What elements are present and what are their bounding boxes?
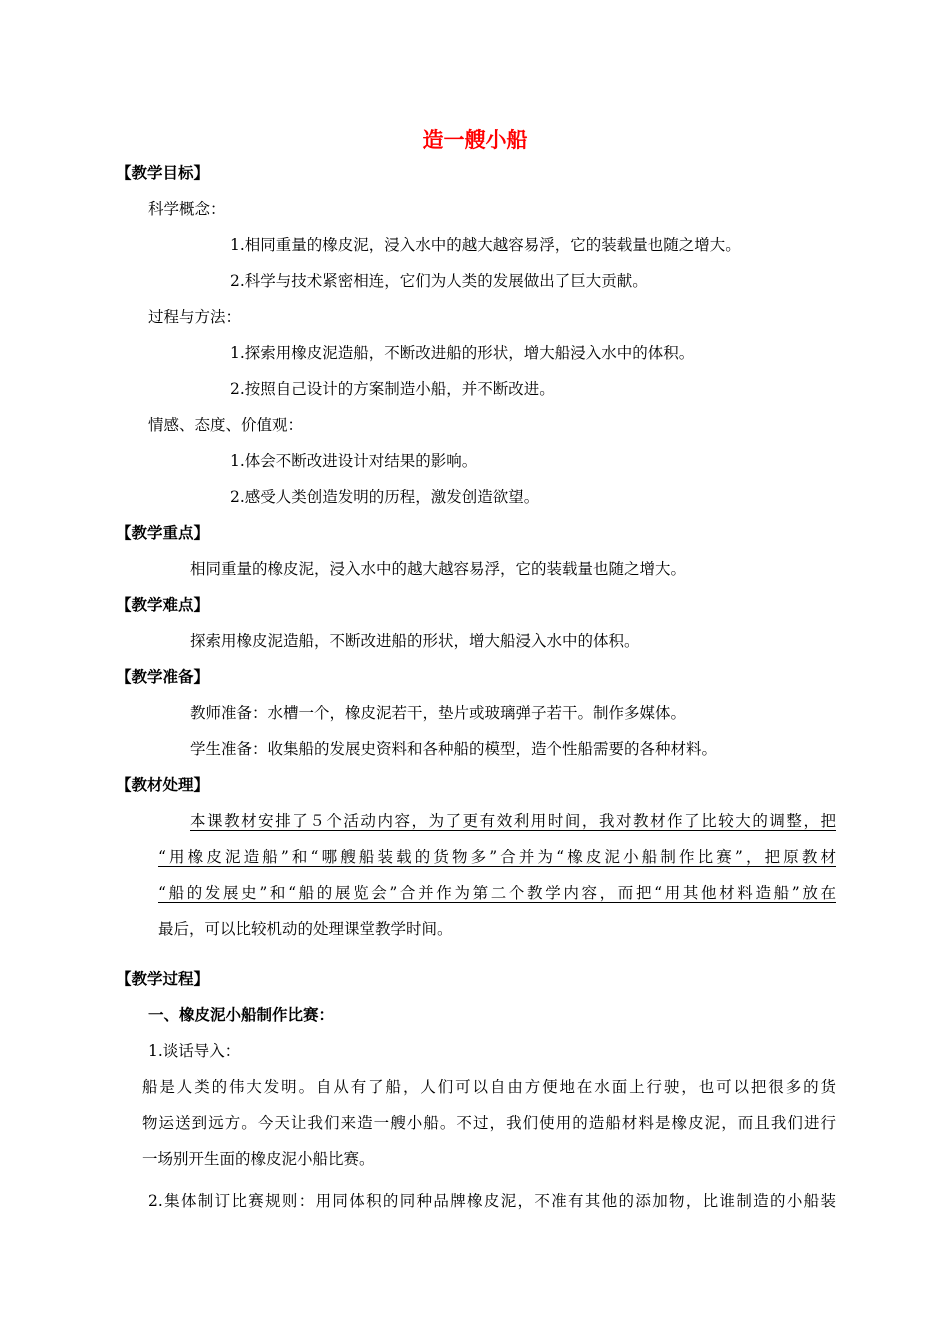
science-concept-label: 科学概念： xyxy=(148,200,226,218)
material-line-3: “船的发展史”和“船的展览会”合并作为第二个教学内容，而把“用其他材料造船”放在 xyxy=(158,884,836,902)
material-paragraph xyxy=(158,811,836,955)
document-title: 造一艘小船 xyxy=(422,128,528,152)
key-point-text: 相同重量的橡皮泥，浸入水中的越大越容易浮，它的装载量也随之增大。 xyxy=(190,560,687,578)
intro-line-3: 一场别开生面的橡皮泥小船比赛。 xyxy=(142,1150,375,1168)
difficulty-heading: 【教学难点】 xyxy=(116,596,210,614)
intro-line-1: 船是人类的伟大发明。自从有了船，人们可以自由方便地在水面上行驶，也可以把很多的货 xyxy=(142,1078,836,1096)
process-item-2: 2.按照自己设计的方案制造小船，并不断改进。 xyxy=(230,380,555,398)
step-1-label: 1.谈话导入： xyxy=(148,1042,241,1060)
step-2-paragraph xyxy=(148,1191,836,1227)
preparation-heading: 【教学准备】 xyxy=(116,668,210,686)
material-heading: 【教材处理】 xyxy=(116,776,210,794)
goals-heading: 【教学目标】 xyxy=(116,164,210,182)
intro-paragraph xyxy=(142,1077,836,1185)
process-method-label: 过程与方法： xyxy=(148,308,242,326)
step-2-line: 2.集体制订比赛规则：用同体积的同种品牌橡皮泥，不准有其他的添加物，比谁制造的小船装 xyxy=(148,1192,836,1210)
science-item-2: 2.科学与技术紧密相连，它们为人类的发展做出了巨大贡献。 xyxy=(230,272,648,290)
student-preparation: 学生准备：收集船的发展史资料和各种船的模型，造个性船需要的各种材料。 xyxy=(190,740,718,758)
emotion-item-1: 1.体会不断改进设计对结果的影响。 xyxy=(230,452,478,470)
process-heading: 【教学过程】 xyxy=(116,970,210,988)
teacher-preparation: 教师准备：水槽一个，橡皮泥若干，垫片或玻璃弹子若干。制作多媒体。 xyxy=(190,704,687,722)
emotion-label: 情感、态度、价值观： xyxy=(148,416,304,434)
material-line-4: 最后，可以比较机动的处理课堂教学时间。 xyxy=(158,920,453,938)
material-line-1: 本课教材安排了５个活动内容，为了更有效利用时间，我对教材作了比较大的调整，把 xyxy=(190,812,836,830)
key-point-heading: 【教学重点】 xyxy=(116,524,210,542)
process-item-1: 1.探索用橡皮泥造船，不断改进船的形状，增大船浸入水中的体积。 xyxy=(230,344,695,362)
section-1-heading: 一、橡皮泥小船制作比赛： xyxy=(148,1006,335,1024)
intro-line-2: 物运送到远方。今天让我们来造一艘小船。不过，我们使用的造船材料是橡皮泥，而且我们进行 xyxy=(142,1114,836,1132)
difficulty-text: 探索用橡皮泥造船，不断改进船的形状，增大船浸入水中的体积。 xyxy=(190,632,640,650)
science-item-1: 1.相同重量的橡皮泥，浸入水中的越大越容易浮，它的装载量也随之增大。 xyxy=(230,236,741,254)
material-line-2: “用橡皮泥造船”和“哪艘船装载的货物多”合并为“橡皮泥小船制作比赛”，把原教材 xyxy=(158,848,836,866)
emotion-item-2: 2.感受人类创造发明的历程，激发创造欲望。 xyxy=(230,488,540,506)
